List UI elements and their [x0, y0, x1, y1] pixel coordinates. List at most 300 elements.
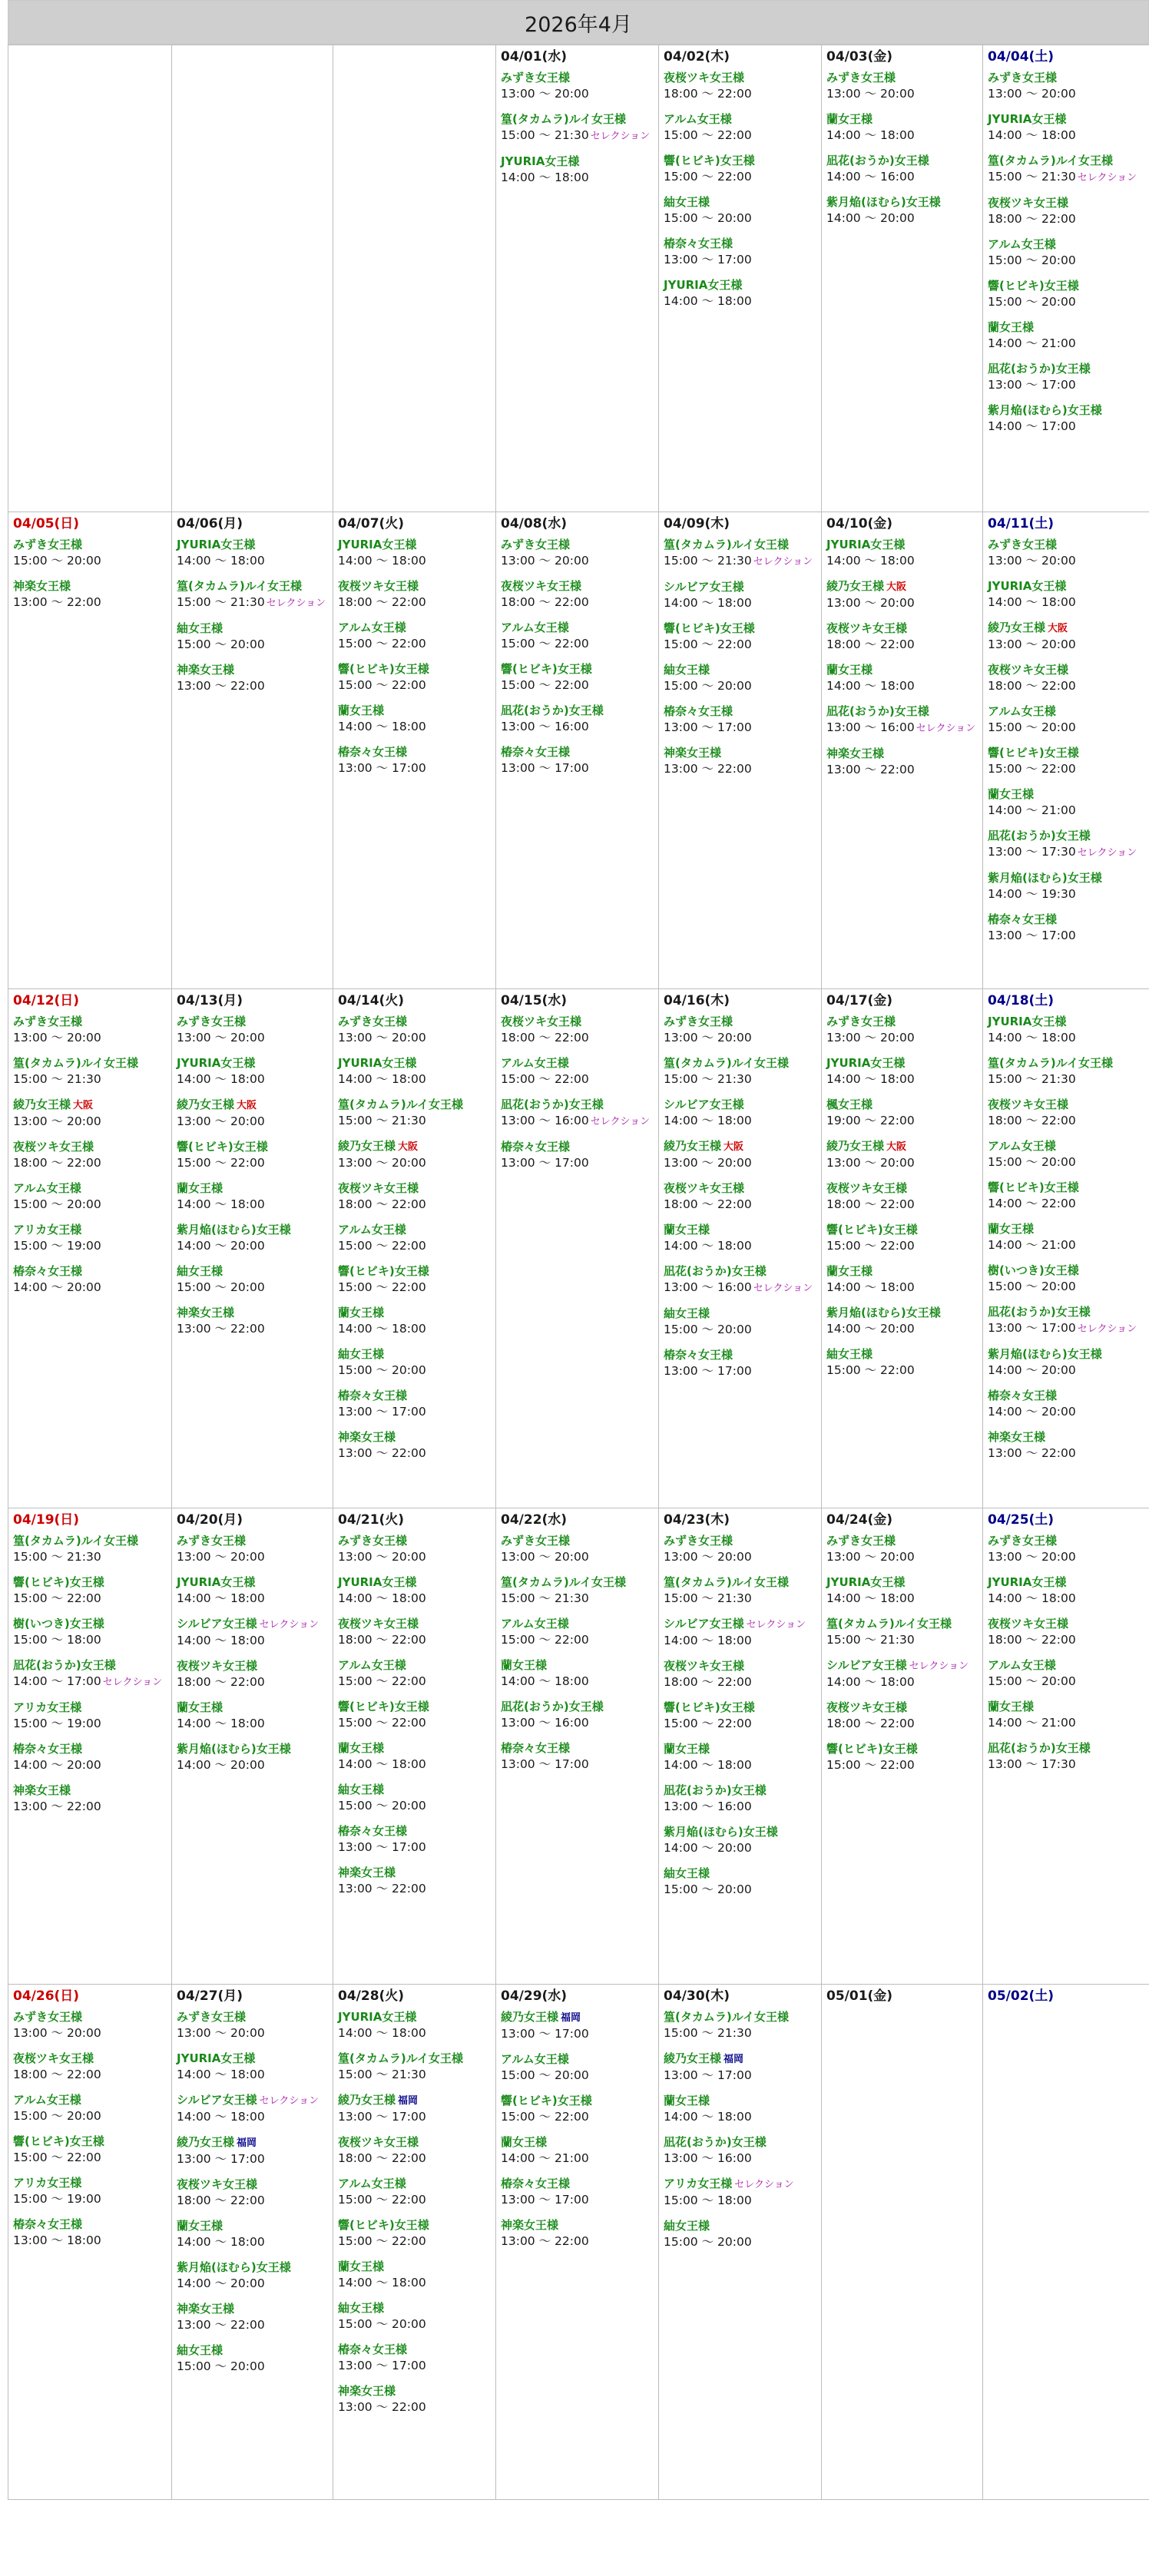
mistress-name-link[interactable] — [501, 2009, 658, 2026]
mistress-name-link[interactable] — [826, 537, 982, 553]
mistress-name-link[interactable] — [338, 1388, 495, 1404]
mistress-name-link[interactable] — [338, 1346, 495, 1362]
mistress-name-link[interactable] — [988, 1055, 1149, 1071]
mistress-name-link[interactable] — [13, 1741, 171, 1757]
mistress-name-link[interactable] — [988, 402, 1149, 419]
mistress-name-link[interactable] — [338, 1865, 495, 1881]
mistress-name-link[interactable] — [338, 1657, 495, 1674]
mistress-name-link[interactable] — [177, 1180, 333, 1197]
shift-time-text: 13:00 ～ 20:00 — [501, 1550, 589, 1564]
mistress-name-link[interactable] — [826, 1741, 982, 1757]
mistress-name-link[interactable] — [338, 1305, 495, 1321]
day-date: 04/14(火) — [338, 993, 405, 1008]
shift-time-text: 13:00 ～ 17:00 — [338, 2359, 426, 2372]
mistress-name: 紬女王様 — [664, 1306, 710, 1320]
mistress-name-link[interactable] — [338, 2092, 495, 2109]
mistress-name-link[interactable] — [338, 2217, 495, 2233]
mistress-name-link[interactable] — [338, 1782, 495, 1798]
mistress-name-link[interactable] — [826, 1097, 982, 1113]
mistress-name-link[interactable] — [988, 1533, 1149, 1549]
mistress-name-link[interactable] — [988, 1699, 1149, 1715]
mistress-name-link[interactable] — [338, 537, 495, 553]
mistress-name-link[interactable] — [988, 1304, 1149, 1320]
mistress-name-link[interactable] — [177, 662, 333, 678]
mistress-name-link[interactable] — [988, 1263, 1149, 1279]
mistress-name-link[interactable] — [13, 1574, 171, 1591]
mistress-name-link[interactable] — [664, 1138, 821, 1155]
mistress-name-link[interactable] — [826, 1700, 982, 1716]
mistress-name-link[interactable] — [664, 2009, 821, 2025]
mistress-name-link[interactable] — [826, 70, 982, 86]
schedule-entry — [988, 1097, 1149, 1129]
mistress-name-link[interactable] — [664, 1533, 821, 1549]
mistress-name-link[interactable] — [13, 2217, 171, 2233]
mistress-name-link[interactable] — [664, 1783, 821, 1799]
mistress-name-link[interactable] — [988, 745, 1149, 761]
mistress-name-link[interactable] — [177, 1263, 333, 1280]
mistress-name-link[interactable] — [664, 1574, 821, 1591]
mistress-name-link[interactable] — [338, 578, 495, 594]
mistress-name-link[interactable] — [338, 1014, 495, 1030]
shift-time-text: 18:00 ～ 22:00 — [338, 1633, 426, 1647]
mistress-name-link[interactable] — [826, 578, 982, 595]
mistress-name-link[interactable] — [988, 278, 1149, 294]
mistress-name-link[interactable] — [177, 2134, 333, 2151]
shift-time — [826, 595, 982, 611]
mistress-name: アルム女王様 — [664, 112, 732, 126]
mistress-name-link[interactable] — [338, 1429, 495, 1445]
shift-time — [988, 928, 1149, 944]
mistress-name: 椿奈々女王様 — [501, 1741, 571, 1755]
mistress-name: 綾乃女王様 — [664, 1139, 722, 1153]
mistress-name-link[interactable] — [664, 2134, 821, 2151]
mistress-name-link[interactable] — [988, 153, 1149, 169]
mistress-name-link[interactable] — [501, 661, 658, 677]
mistress-name-link[interactable] — [177, 1658, 333, 1674]
mistress-name-link[interactable] — [13, 1014, 171, 1030]
mistress-name-link[interactable] — [826, 1222, 982, 1238]
mistress-name: 篁(タカムラ)ルイ女王様 — [338, 2051, 463, 2065]
mistress-name-link[interactable] — [988, 195, 1149, 211]
mistress-name-link[interactable] — [664, 2093, 821, 2109]
shift-time — [988, 1674, 1149, 1690]
mistress-name-link[interactable] — [338, 2300, 495, 2316]
mistress-name-link[interactable] — [177, 2009, 333, 2025]
shift-time-text: 14:00 ～ 18:00 — [177, 1072, 265, 1086]
mistress-name-link[interactable] — [501, 537, 658, 553]
mistress-name-link[interactable] — [501, 1699, 658, 1715]
schedule-entry — [13, 1700, 171, 1732]
schedule-entry — [177, 578, 333, 611]
mistress-name-link[interactable] — [664, 111, 821, 127]
mistress-name-link[interactable] — [338, 2259, 495, 2275]
mistress-name-link[interactable] — [338, 2176, 495, 2192]
mistress-name-link[interactable] — [988, 578, 1149, 594]
mistress-name-link[interactable] — [338, 1616, 495, 1632]
mistress-name-link[interactable] — [988, 70, 1149, 86]
mistress-name-link[interactable] — [338, 1263, 495, 1280]
mistress-name-link[interactable] — [664, 2051, 821, 2068]
schedule-entry — [13, 1263, 171, 1296]
mistress-name-link[interactable] — [177, 2218, 333, 2234]
mistress-name-link[interactable] — [13, 1783, 171, 1799]
mistress-name-link[interactable] — [177, 1014, 333, 1030]
mistress-name-link[interactable] — [501, 1014, 658, 1030]
mistress-name-link[interactable] — [338, 2134, 495, 2151]
mistress-name-link[interactable] — [501, 1657, 658, 1674]
mistress-name-link[interactable] — [338, 1055, 495, 1071]
mistress-name-link[interactable] — [338, 2051, 495, 2067]
mistress-name-link[interactable] — [338, 1222, 495, 1238]
mistress-name-link[interactable] — [664, 1055, 821, 1071]
mistress-name-link[interactable] — [13, 2009, 171, 2025]
shift-time-text: 15:00 ～ 18:00 — [664, 2194, 752, 2207]
mistress-name-link[interactable] — [501, 2176, 658, 2192]
mistress-name-link[interactable] — [826, 1180, 982, 1197]
shift-time-text: 18:00 ～ 22:00 — [338, 1197, 426, 1211]
mistress-name-link[interactable] — [338, 1138, 495, 1155]
mistress-name-link[interactable] — [501, 2093, 658, 2109]
shift-time — [13, 1114, 171, 1130]
mistress-name-link[interactable] — [501, 1139, 658, 1155]
mistress-name: 凪花(おうか)女王様 — [13, 1658, 116, 1672]
mistress-name-link[interactable] — [988, 361, 1149, 377]
mistress-name-link[interactable] — [664, 1824, 821, 1840]
shift-time-text: 15:00 ～ 22:00 — [338, 1716, 426, 1730]
shift-time — [988, 294, 1149, 310]
mistress-name-link[interactable] — [664, 1616, 821, 1633]
mistress-name-link[interactable] — [988, 1740, 1149, 1757]
mistress-name-link[interactable] — [501, 1740, 658, 1757]
mistress-name-link[interactable] — [826, 111, 982, 127]
mistress-name-link[interactable] — [13, 1180, 171, 1197]
shift-time-text: 15:00 ～ 22:00 — [338, 1674, 426, 1688]
day-cell — [496, 45, 659, 512]
location-tag: 大阪 — [886, 581, 907, 593]
mistress-name-link[interactable] — [988, 912, 1149, 928]
mistress-name-link[interactable] — [501, 1055, 658, 1071]
schedule-entry — [664, 1741, 821, 1773]
mistress-name-link[interactable] — [988, 1180, 1149, 1196]
mistress-name-link[interactable] — [177, 1222, 333, 1238]
mistress-name-link[interactable] — [177, 1097, 333, 1114]
mistress-name-link[interactable] — [826, 1055, 982, 1071]
mistress-name-link[interactable] — [664, 662, 821, 678]
mistress-name-link[interactable] — [826, 662, 982, 678]
mistress-name-link[interactable] — [826, 621, 982, 637]
mistress-name-link[interactable] — [664, 1700, 821, 1716]
mistress-name-link[interactable] — [501, 2217, 658, 2233]
mistress-name-link[interactable] — [338, 1699, 495, 1715]
mistress-name-link[interactable] — [177, 621, 333, 637]
mistress-name-link[interactable] — [501, 1574, 658, 1591]
mistress-name-link[interactable] — [664, 1014, 821, 1030]
mistress-name-link[interactable] — [13, 1139, 171, 1155]
mistress-name-link[interactable] — [177, 1055, 333, 1071]
shift-time-text: 15:00 ～ 22:00 — [338, 2193, 426, 2207]
mistress-name: 神楽女王様 — [338, 1430, 396, 1444]
mistress-name-link[interactable] — [664, 153, 821, 169]
mistress-name-link[interactable] — [13, 2051, 171, 2067]
mistress-name-link[interactable] — [826, 704, 982, 720]
shift-time-text: 15:00 ～ 19:00 — [13, 1717, 101, 1730]
mistress-name-link[interactable] — [988, 620, 1149, 637]
schedule-entry — [177, 1305, 333, 1337]
mistress-name-link[interactable] — [501, 111, 658, 127]
schedule-entry — [988, 620, 1149, 653]
mistress-name-link[interactable] — [501, 620, 658, 636]
shift-time-text: 14:00 ～ 17:00 — [13, 1674, 101, 1688]
mistress-name-link[interactable] — [988, 786, 1149, 803]
mistress-name-link[interactable] — [826, 1574, 982, 1591]
mistress-name-link[interactable] — [664, 277, 821, 293]
schedule-entry — [664, 277, 821, 310]
mistress-name-link[interactable] — [988, 1429, 1149, 1445]
mistress-name-link[interactable] — [177, 1139, 333, 1155]
schedule-entry — [338, 1533, 495, 1565]
day-date: 04/17(金) — [826, 993, 893, 1008]
mistress-name-link[interactable] — [664, 704, 821, 720]
mistress-name-link[interactable] — [664, 236, 821, 252]
mistress-name-link[interactable] — [826, 1657, 982, 1674]
mistress-name-link[interactable] — [988, 111, 1149, 127]
mistress-name-link[interactable] — [988, 237, 1149, 253]
mistress-name-link[interactable] — [826, 1305, 982, 1321]
mistress-name-link[interactable] — [13, 2175, 171, 2191]
mistress-name-link[interactable] — [988, 1574, 1149, 1591]
shift-time — [501, 2233, 658, 2250]
mistress-name: 夜桜ツキ女王様 — [826, 1181, 908, 1195]
shift-time — [338, 553, 495, 569]
schedule-entry — [826, 1014, 982, 1046]
mistress-name-link[interactable] — [177, 1574, 333, 1591]
mistress-name-link[interactable] — [664, 1180, 821, 1197]
mistress-name-link[interactable] — [501, 578, 658, 594]
schedule-entry — [826, 1222, 982, 1254]
mistress-name-link[interactable] — [338, 1740, 495, 1757]
shift-time-text: 15:00 ～ 20:00 — [338, 1363, 426, 1377]
mistress-name-link[interactable] — [338, 661, 495, 677]
shift-time — [664, 1633, 821, 1649]
schedule-entry — [177, 2134, 333, 2167]
schedule-entry — [338, 620, 495, 652]
mistress-name-link[interactable] — [664, 1741, 821, 1757]
mistress-name-link[interactable] — [338, 1823, 495, 1839]
mistress-name-link[interactable] — [664, 1658, 821, 1674]
mistress-name-link[interactable] — [826, 153, 982, 169]
mistress-name-link[interactable] — [501, 744, 658, 760]
mistress-name: 楓女王様 — [826, 1098, 873, 1111]
mistress-name: 篁(タカムラ)ルイ女王様 — [664, 2010, 789, 2024]
mistress-name-link[interactable] — [13, 1533, 171, 1549]
shift-time-text: 13:00 ～ 17:30 — [988, 845, 1076, 859]
mistress-name-link[interactable] — [826, 1138, 982, 1155]
schedule-entry — [13, 1741, 171, 1773]
mistress-name-link[interactable] — [338, 703, 495, 719]
mistress-name-link[interactable] — [177, 1700, 333, 1716]
schedule-entry — [338, 1263, 495, 1296]
week-row — [8, 989, 1149, 1508]
mistress-name-link[interactable] — [664, 1866, 821, 1882]
shift-time — [13, 1632, 171, 1648]
shift-time — [338, 1798, 495, 1814]
shift-time — [338, 2192, 495, 2208]
shift-time-text: 14:00 ～ 17:00 — [988, 419, 1076, 433]
mistress-name-link[interactable] — [501, 2134, 658, 2151]
mistress-name-link[interactable] — [988, 1346, 1149, 1362]
mistress-name-link[interactable] — [338, 1533, 495, 1549]
mistress-name-link[interactable] — [988, 1616, 1149, 1632]
mistress-name-link[interactable] — [501, 2051, 658, 2068]
shift-time-text: 13:00 ～ 20:00 — [501, 554, 589, 568]
schedule-entry — [338, 2259, 495, 2291]
mistress-name-link[interactable] — [664, 621, 821, 637]
mistress-name-link[interactable] — [13, 1700, 171, 1716]
shift-time-text: 14:00 ～ 18:00 — [177, 2110, 265, 2124]
shift-time-text: 13:00 ～ 17:00 — [988, 1321, 1076, 1335]
mistress-name-link[interactable] — [13, 2134, 171, 2150]
mistress-name-link[interactable] — [13, 537, 171, 553]
mistress-name: 椿奈々女王様 — [501, 745, 571, 759]
mistress-name-link[interactable] — [988, 1097, 1149, 1113]
mistress-name: JYURIA女王様 — [177, 538, 256, 551]
mistress-name-link[interactable] — [988, 537, 1149, 553]
shift-time — [13, 2025, 171, 2041]
mistress-name-link[interactable] — [338, 2383, 495, 2399]
mistress-name-link[interactable] — [664, 1222, 821, 1238]
mistress-name-link[interactable] — [13, 1657, 171, 1674]
mistress-name: アルム女王様 — [338, 1223, 406, 1237]
mistress-name-link[interactable] — [177, 2260, 333, 2276]
mistress-name-link[interactable] — [338, 1097, 495, 1113]
mistress-name-link[interactable] — [826, 1014, 982, 1030]
mistress-name-link[interactable] — [988, 704, 1149, 720]
mistress-name-link[interactable] — [826, 194, 982, 210]
mistress-name: 綾乃女王様 — [13, 1098, 71, 1111]
mistress-name-link[interactable] — [501, 1533, 658, 1549]
mistress-name-link[interactable] — [338, 2009, 495, 2025]
mistress-name-link[interactable] — [988, 320, 1149, 336]
mistress-name-link[interactable] — [338, 1574, 495, 1591]
mistress-name-link[interactable] — [501, 154, 658, 170]
mistress-name-link[interactable] — [13, 1055, 171, 1071]
shift-time — [826, 553, 982, 569]
schedule-entry — [501, 1574, 658, 1607]
mistress-name-link[interactable] — [338, 620, 495, 636]
schedule-entry — [988, 1616, 1149, 1648]
shift-time-text: 14:00 ～ 18:00 — [664, 1114, 752, 1127]
mistress-name-link[interactable] — [338, 2342, 495, 2358]
mistress-name-link[interactable] — [664, 2176, 821, 2193]
mistress-name-link[interactable] — [988, 1388, 1149, 1404]
mistress-name-link[interactable] — [988, 1221, 1149, 1237]
mistress-name-link[interactable] — [826, 1533, 982, 1549]
schedule-entry — [501, 620, 658, 652]
mistress-name-link[interactable] — [501, 703, 658, 719]
shift-time — [664, 1030, 821, 1046]
mistress-name-link[interactable] — [177, 2343, 333, 2359]
mistress-name-link[interactable] — [664, 579, 821, 595]
mistress-name: 紬女王様 — [664, 195, 710, 209]
mistress-name-link[interactable] — [13, 2092, 171, 2108]
mistress-name-link[interactable] — [988, 662, 1149, 678]
mistress-name-link[interactable] — [664, 194, 821, 210]
shift-time — [177, 1591, 333, 1607]
mistress-name-link[interactable] — [988, 1014, 1149, 1030]
mistress-name: 夜桜ツキ女王様 — [988, 196, 1069, 210]
mistress-name-link[interactable] — [664, 1306, 821, 1322]
mistress-name-link[interactable] — [177, 2177, 333, 2193]
shift-time-text: 14:00 ～ 21:00 — [988, 336, 1076, 350]
mistress-name-link[interactable] — [177, 2301, 333, 2317]
mistress-name-link[interactable] — [664, 537, 821, 553]
mistress-name-link[interactable] — [177, 578, 333, 594]
mistress-name: 夜桜ツキ女王様 — [664, 1181, 745, 1195]
mistress-name-link[interactable] — [13, 1097, 171, 1114]
mistress-name-link[interactable] — [501, 70, 658, 86]
mistress-name-link[interactable] — [13, 1222, 171, 1238]
mistress-name-link[interactable] — [988, 1657, 1149, 1674]
mistress-name-link[interactable] — [177, 1305, 333, 1321]
mistress-name: 響(ヒビキ)女王様 — [664, 154, 755, 167]
mistress-name-link[interactable] — [501, 1616, 658, 1632]
shift-time — [988, 1196, 1149, 1212]
mistress-name: 神楽女王様 — [177, 2302, 235, 2316]
shift-time — [501, 677, 658, 694]
mistress-name-link[interactable] — [177, 1741, 333, 1757]
shift-time — [988, 86, 1149, 102]
mistress-name-link[interactable] — [177, 2092, 333, 2109]
mistress-name-link[interactable] — [13, 1263, 171, 1280]
mistress-name-link[interactable] — [826, 746, 982, 762]
mistress-name-link[interactable] — [338, 744, 495, 760]
mistress-name-link[interactable] — [664, 745, 821, 761]
shift-time-text: 18:00 ～ 22:00 — [988, 1114, 1076, 1127]
mistress-name-link[interactable] — [177, 537, 333, 553]
mistress-name-link[interactable] — [988, 1138, 1149, 1154]
schedule-entry — [664, 2009, 821, 2041]
shift-time — [664, 1155, 821, 1171]
mistress-name-link[interactable] — [177, 2051, 333, 2067]
mistress-name-link[interactable] — [826, 1616, 982, 1632]
mistress-name-link[interactable] — [177, 1616, 333, 1633]
mistress-name: 蘭女王様 — [988, 1700, 1035, 1713]
mistress-name-link[interactable] — [826, 1263, 982, 1280]
shift-time — [177, 2317, 333, 2333]
shift-time — [177, 1155, 333, 1171]
schedule-entry — [177, 621, 333, 653]
day-cell — [659, 45, 822, 512]
mistress-name-link[interactable] — [177, 1533, 333, 1549]
mistress-name-link[interactable] — [664, 2218, 821, 2234]
mistress-name-link[interactable] — [664, 1347, 821, 1363]
mistress-name-link[interactable] — [988, 828, 1149, 844]
mistress-name-link[interactable] — [664, 1263, 821, 1280]
shift-time — [664, 1363, 821, 1379]
schedule-entry — [988, 320, 1149, 352]
mistress-name-link[interactable] — [988, 870, 1149, 886]
mistress-name-link[interactable] — [501, 1097, 658, 1113]
mistress-name-link[interactable] — [338, 1180, 495, 1197]
mistress-name-link[interactable] — [13, 1616, 171, 1632]
mistress-name-link[interactable] — [664, 1097, 821, 1113]
mistress-name-link[interactable] — [13, 578, 171, 594]
shift-time-text: 15:00 ～ 20:00 — [177, 2359, 265, 2373]
schedule-entry — [826, 621, 982, 653]
mistress-name-link[interactable] — [826, 1346, 982, 1362]
mistress-name-link[interactable] — [664, 70, 821, 86]
mistress-name: 篁(タカムラ)ルイ女王様 — [13, 1056, 138, 1070]
